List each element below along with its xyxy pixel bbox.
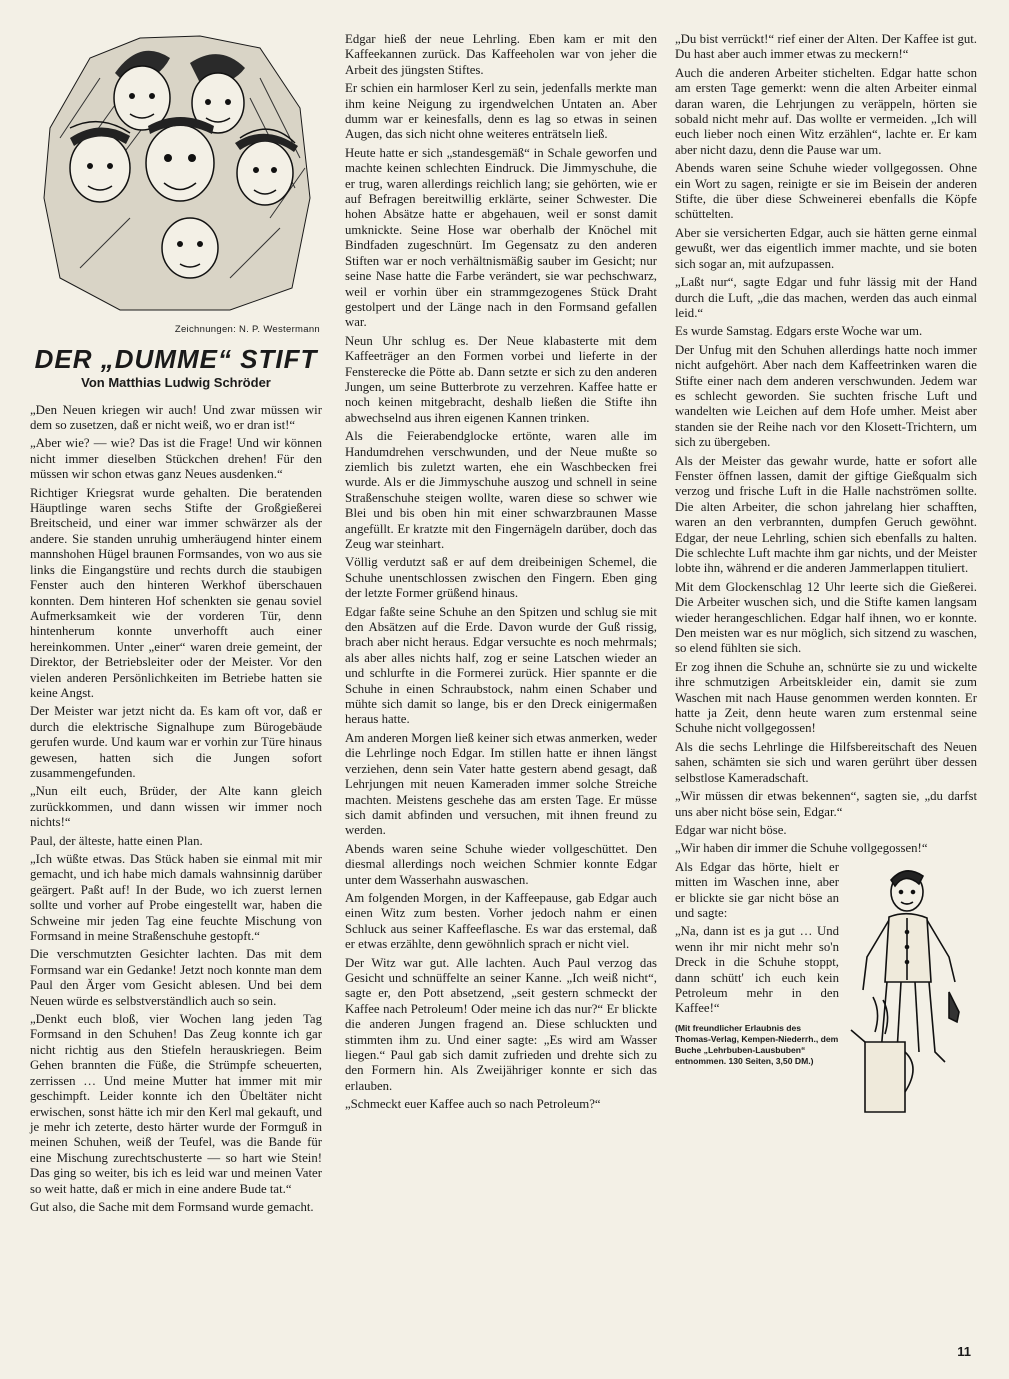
page-number: 11: [957, 1344, 971, 1359]
article-title: DER „DUMME“ STIFT: [34, 343, 318, 374]
paragraph: Edgar hieß der neue Lehrling. Eben kam er mit den Kaffeekannen zurück. Das Kaffeeholen war von jeher die Arbeit des jüngsten Stiftes.: [345, 32, 657, 77]
paragraph: „Laßt nur“, sagte Edgar und fuhr lässig mit der Hand durch die Luft, „die das machen, werden das auch einmal leid.“: [675, 275, 977, 320]
paragraph: „Ich wüßte etwas. Das Stück haben sie einmal mit mir gemacht, und ich habe mich damals wahnsinnig darüber geärgert. Paßt auf! In der Bude, wo ich zuerst lernen sollte und vorher auf Probe eingestellt war, haben die Schweine mir jeden Tag eine feuchte Mischung von Formsand in meine Straßenschuhe gestopft.“: [30, 852, 322, 944]
paragraph: „Wir haben dir immer die Schuhe vollgegossen!“: [675, 841, 928, 856]
column-3: [675, 32, 977, 1134]
paragraph: Als die sechs Lehrlinge die Hilfsbereitschaft des Neuen sahen, schämten sie sich und waren gerührt über dessen selbstlose Kameradschaft.: [675, 739, 977, 785]
paragraph: „Du bist verrückt!“ rief einer der Alten. Der Kaffee ist gut. Du hast aber auch immer etwas zu meckern!“: [675, 32, 977, 62]
boy-with-can-illustration: [845, 862, 977, 1130]
paragraph: „Schmeckt euer Kaffee auch so nach Petroleum?“: [345, 1097, 601, 1112]
paragraph: Er zog ihnen die Schuhe an, schnürte sie zu und wickelte ihre schmutzigen Arbeitskleider ein, damit sie zum Waschen mit nach Hause genommen werden konnten. Er hatte ja Zeit, denn heute waren zum erstenmal seine Schuhe nicht vollgegossen!: [675, 659, 977, 736]
paragraph: Am folgenden Morgen, in der Kaffeepause, gab Edgar auch einen Witz zum besten. Vorher jedoch nahm er einen Schluck aus seiner Kaffeeflasche. Es war das erstemal, daß er etwas erzählte, denn gewöhnlich sprach er nicht viel.: [345, 890, 657, 952]
source-note: (Mit freundlicher Erlaubnis des Thomas-Verlag, Kempen-Niederrh., dem Buche „Lehrbuben-Lausbuben“ entnommen. 130 Seiten, 3,50 DM.): [675, 1022, 839, 1066]
paragraph: Am anderen Morgen ließ keiner sich etwas anmerken, weder die Lehrlinge noch Edgar. Im stillen hatte er ihnen längst verziehen, denn sein Vater hatte gestern abend gesagt, daß Lehrjungen mit neuen Kameraden immer solche Streiche machten. Meistens geschehe das am ersten Tage. Er müsse sich damit abfinden und versuchen, mit ihnen freund zu werden.: [345, 730, 657, 838]
paragraph: „Na, dann ist es ja gut … Und wenn ihr mir nicht mehr so'n Dreck in die Schuhe stoppt, dann schütt' ich euch kein Petroleum mehr in den Kaffee!“: [675, 924, 839, 1016]
paragraph: „Denkt euch bloß, vier Wochen lang jeden Tag Formsand in den Schuhen! Das Zeug konnte ich gar nicht richtig aus den Stiefeln herauskriegen. Beim Gehen brannten die Füße, die Strümpfe scheuerten, zerrissen … Und meine Mutter hat immer mit mir geschimpft. Leider konnte ich den Übeltäter nicht erwischen, sonst hätte ich mir den Kerl mal gekauft, und je mehr ich zeterte, desto härter wurde der Formguß in meinen Schuhen, weiß der Teufel, was die Bande für eine Mischung zurechtschusterte — so hart wie Stein! Das ging so weiter, bis ich es leid war und meinen Vater so weit hatte, daß er mich in eine andere Bude tat.“: [30, 1012, 322, 1196]
paragraph: Abends waren seine Schuhe wieder vollgeschüttet. Den diesmal allerdings noch weichen Schmier konnte Edgar unter dem Wasserhahn auswaschen.: [345, 841, 657, 887]
paragraph: „Nun eilt euch, Brüder, der Alte kann gleich zurückkommen, und dann wissen wir immer noch nichts!“: [30, 784, 322, 830]
paragraph: Aber sie versicherten Edgar, auch sie hätten gerne einmal gewußt, wer das eigentlich immer machte, und sie boten sich sogar an, mit aufzupassen.: [675, 225, 977, 271]
paragraph: Edgar faßte seine Schuhe an den Spitzen und schlug sie mit den Absätzen auf die Erde. Davon wurde der Guß rissig, brach aber nicht heraus. Edgar versuchte es noch mehrmals; als aber alles nichts half, zog er seine Latschen wieder an und schlurfte in die Formerei zurück. Hier spannte er die Schuhe in einen Schraubstock, nahm einen Schaber und mühte sich damit so lange, bis er den Dreck einigermaßen heraus hatte.: [345, 604, 657, 727]
paragraph: Heute hatte er sich „standesgemäß“ in Schale geworfen und machte keinen schlechten Eindruck. Die Jimmyschuhe, die er trug, waren allerdings reichlich lang; sie gehörten, wie er auf Befragen bereitwillig erklärte, seiner Schwester. Die hohen Absätze hatte er abgehauen, weil er sonst damit umknickte. Seine Hose war oberhalb der Knöchel mit Bindfaden zugeschnürt. Im Gegensatz zu den anderen Stiften war er noch verhältnismäßig sauber im Gesicht; nur seine Nase hatte die Farbe verändert, sie war pechschwarz, weil er vorhin über ein strammgezogenes Stück Draht gestolpert und der Länge nach in den Formsand gefallen war.: [345, 145, 657, 330]
paragraph: „Aber wie? — wie? Das ist die Frage! Und wir können nicht immer dieselben Stückchen drehen! Für den müssen wir schon etwas ganz Neues ausdenken.“: [30, 436, 322, 482]
column-2: [345, 32, 657, 1116]
column-1: [30, 32, 322, 1218]
paragraph: Der Witz war gut. Alle lachten. Auch Paul verzog das Gesicht und schnüffelte an seiner Kanne. „Ich weiß nicht“, sagte er, den Pott absetzend, „seit gestern schmeckt der Kaffee nach Petroleum! Oder meine ich das nur?“ Er blickte die anderen Jungen fragend an. Diese schluckten und stimmten ihm zu. Und einer sagte: „Es wird am Wasser liegen.“ Paul gab sich damit zufrieden und drehte sich zu den Formern hin. Als Zweijähriger konnte er sich das erlauben.: [345, 955, 657, 1093]
paragraph: Paul, der älteste, hatte einen Plan.: [30, 833, 203, 848]
paragraph: Völlig verdutzt saß er auf dem dreibeinigen Schemel, die Schuhe unentschlossen zwischen den Fingern. Eben ging der letzte Former grüßend hinaus.: [345, 555, 657, 601]
article-byline: Von Matthias Ludwig Schröder: [81, 375, 271, 391]
paragraph: Richtiger Kriegsrat wurde gehalten. Die beratenden Häuptlinge waren sechs Stifte der Großgießerei Breitscheid, und einer war immer schwärzer als der andere. Sie standen unruhig umheräugend hinter einem mannshohen Hügel braunen Formsandes, von wo aus sie links die Eingangstüre und rechts durch die staubigen Fenster auch den hinteren Werkhof überschauen konnten. Dem hinteren Hof schenkten sie genau soviel Aufmerksamkeit wie der vorderen Tür, denn hintenherum konnte unverhofft auch einer hereinkommen. Unter „einer“ waren dreie gemeint, der Direktor, der Betriebsleiter oder der Meister. Vor den vielen anderen Persönlichkeiten im Betriebe hatten sie keine Angst.: [30, 485, 322, 700]
paragraph: Als die Feierabendglocke ertönte, waren alle im Handumdrehen verschwunden, und der Neue mußte so ziemlich bis zuletzt warten, ehe ein Waschbecken frei wurde. Als er die Jimmyschuhe auszog und schnell in seine Straßenschuhe steigen wollte, waren diese so schwer wie Blei und bis oben hin mit einer schwarzbraunen Masse angefüllt. Er kratzte mit den Fingernägeln darüber, doch das Zeug war steinhart.: [345, 429, 657, 551]
illustration-credit: Zeichnungen: N. P. Westermann: [174, 324, 320, 336]
boys-group-illustration: [30, 18, 322, 318]
paragraph: Mit dem Glockenschlag 12 Uhr leerte sich die Gießerei. Die Arbeiter wuschen sich, und die Stifte kamen langsam wieder herangeschlichen. Edgar half ihnen, wo er konnte. Den meisten war es nur möglich, sich sitzend zu waschen, so elend fühlten sie sich.: [675, 579, 977, 656]
paragraph: Der Unfug mit den Schuhen allerdings hatte noch immer nicht aufgehört. Aber nach dem Kaffeetrinken waren die Stifte einer nach dem anderen verschwunden. Jedem war es schlecht geworden. Sie suchten frische Luft und wandelten wie Leichen auf dem Hofe umher. Meist aber standen sie der Reihe nach vor den Klosett-Trichtern, um sich zu übergeben.: [675, 342, 977, 450]
paragraph: Er schien ein harmloser Kerl zu sein, jedenfalls merkte man ihm keine Neigung zu irgendwelchen Untaten an. Aber dumm war er keinesfalls, denn es lag so etwas in seinen Augen, das sich nicht ohne weiteres enträtseln ließ.: [345, 81, 657, 142]
paragraph: Gut also, die Sache mit dem Formsand wurde gemacht.: [30, 1199, 314, 1214]
paragraph: Es wurde Samstag. Edgars erste Woche war um.: [675, 324, 923, 339]
paragraph: Neun Uhr schlug es. Der Neue klabasterte mit dem Kaffeeträger an den Formen vorbei und lieferte in der Fensterecke die Pötte ab. Dann setzte er sich zu den anderen Jungen, um seine Butterbrote zu verzehren. Kaffee hatte er noch keinen mitgebracht, deshalb ließen die Stifte ihn abwechselnd aus ihren eigenen Kannen trinken.: [345, 333, 657, 425]
paragraph: Die verschmutzten Gesichter lachten. Das mit dem Formsand war ein Gedanke! Jetzt noch konnte man dem Paul den Ärger vom Gesicht ablesen. Und bei dem Neuen würde es selbstverständlich auch so sein.: [30, 947, 322, 1008]
paragraph: „Den Neuen kriegen wir auch! Und zwar müssen wir dem so zusetzen, daß er nicht weiß, wo er dran ist!“: [30, 402, 322, 433]
paragraph: Auch die anderen Arbeiter stichelten. Edgar hatte schon am ersten Tage gemerkt: wenn die alten Arbeiter einmal daran waren, die Lehrjungen zu veräppeln, hörten sie sobald nicht mehr auf. Das wollte er vermeiden. „Ich will euch lieber noch einen Witz erzählen“, lachte er. Er kam aber nicht dazu, denn die Pause war um.: [675, 65, 977, 157]
paragraph: Als der Meister das gewahr wurde, hatte er sofort alle Fenster öffnen lassen, damit der giftige Gießqualm sich verzog und frische Luft in die Halle nachströmen sollte. Die alten Arbeiter, die schon jahrelang hier schafften, waren an den verbrannten, dumpfen Geruch gewöhnt. Edgar, der neue Lehrling, schien sich ebenfalls zu halten. Die schlechte Luft machte ihm gar nichts, und der Meister lobte ihn, während er die anderen Jammerlappen tituliert.: [675, 453, 977, 576]
paragraph: Abends waren seine Schuhe wieder vollgegossen. Ohne ein Wort zu sagen, reinigte er sie im Beisein der anderen Stifte, die über diese Schweinerei ebenfalls die Köpfe schüttelten.: [675, 161, 977, 222]
paragraph: Als Edgar das hörte, hielt er mitten im Waschen inne, aber er blickte sie gar nicht böse an und sagte:: [675, 859, 839, 920]
paragraph: Der Meister war jetzt nicht da. Es kam oft vor, daß er durch die elektrische Signalhupe zum Bürogebäude gerufen wurde. Und kaum war er vorhin zur Türe hinaus gewesen, hatten sich die Jungen sofort zusammengefunden.: [30, 704, 322, 780]
paragraph: Edgar war nicht böse.: [675, 822, 787, 837]
paragraph: „Wir müssen dir etwas bekennen“, sagten sie, „du darfst uns aber nicht böse sein, Edgar.“: [675, 789, 977, 819]
